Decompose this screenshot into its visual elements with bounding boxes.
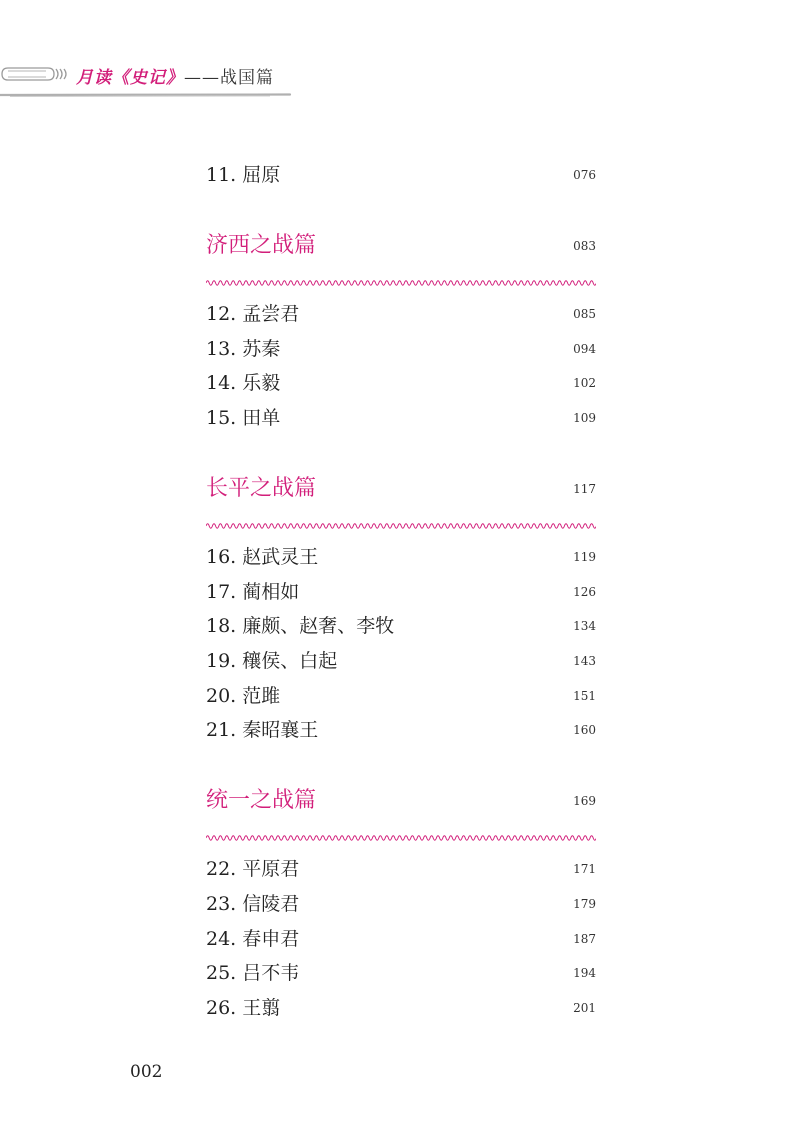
toc-section-jixi[interactable] xyxy=(206,228,596,298)
toc-entry-title: 11. 屈原 xyxy=(206,164,281,186)
toc-section-page: 117 xyxy=(573,482,596,496)
toc-entry-24[interactable] xyxy=(206,924,596,954)
header-rule xyxy=(0,92,300,98)
toc-entry-14[interactable] xyxy=(206,368,596,398)
running-header xyxy=(0,52,800,102)
header-subtitle: ——战国篇 xyxy=(184,68,274,88)
toc-entry-title: 14. 乐毅 xyxy=(206,372,281,394)
toc-entry-page: 194 xyxy=(573,966,596,980)
toc-entry-18[interactable] xyxy=(206,611,596,641)
toc-entry-16[interactable] xyxy=(206,542,596,572)
toc-entry-title: 16. 赵武灵王 xyxy=(206,546,319,568)
toc-entry-page: 201 xyxy=(573,1001,596,1015)
toc-entry-title: 21. 秦昭襄王 xyxy=(206,719,319,741)
toc-entry-19[interactable] xyxy=(206,646,596,676)
toc-entry-page: 151 xyxy=(573,689,596,703)
toc-entry-page: 134 xyxy=(573,619,596,633)
toc-entry-page: 179 xyxy=(573,897,596,911)
toc-entry-title: 20. 范雎 xyxy=(206,685,281,707)
toc-section-title: 统一之战篇 xyxy=(206,788,317,813)
toc-entry-page: 143 xyxy=(573,654,596,668)
toc-entry-title: 23. 信陵君 xyxy=(206,893,300,915)
toc-entry-page: 119 xyxy=(573,550,596,564)
toc-entry-23[interactable] xyxy=(206,889,596,919)
toc-entry-page: 187 xyxy=(573,932,596,946)
wavy-divider-line xyxy=(206,524,596,528)
toc-entry-page: 160 xyxy=(573,723,596,737)
toc-entry-title: 25. 吕不韦 xyxy=(206,962,300,984)
toc-entry-page: 085 xyxy=(573,307,596,321)
toc-entry-title: 18. 廉颇、赵奢、李牧 xyxy=(206,615,395,637)
toc-entry-17[interactable] xyxy=(206,577,596,607)
toc-entry-25[interactable] xyxy=(206,958,596,988)
toc-entry-15[interactable] xyxy=(206,403,596,433)
toc-entry-12[interactable] xyxy=(206,299,596,329)
toc-entry-page: 076 xyxy=(573,168,596,182)
toc-section-tongyi[interactable] xyxy=(206,783,596,853)
toc-section-title: 济西之战篇 xyxy=(206,233,317,258)
toc-entry-title: 22. 平原君 xyxy=(206,858,300,880)
toc-entry-11[interactable] xyxy=(206,160,596,190)
toc-entry-20[interactable] xyxy=(206,681,596,711)
toc-entry-title: 13. 苏秦 xyxy=(206,338,281,360)
toc-entry-page: 109 xyxy=(573,411,596,425)
wavy-divider-line xyxy=(206,836,596,840)
toc-entry-13[interactable] xyxy=(206,334,596,364)
toc-entry-22[interactable] xyxy=(206,854,596,884)
toc-entry-page: 126 xyxy=(573,585,596,599)
toc-entry-page: 171 xyxy=(573,862,596,876)
toc-entry-title: 19. 穰侯、白起 xyxy=(206,650,338,672)
toc-section-title: 长平之战篇 xyxy=(206,476,317,501)
page-number: 002 xyxy=(130,1062,163,1082)
header-title xyxy=(76,63,274,88)
toc-entry-title: 12. 孟尝君 xyxy=(206,303,300,325)
wavy-divider xyxy=(206,276,596,290)
scroll-ornament-icon xyxy=(0,64,76,84)
toc-entry-26[interactable] xyxy=(206,993,596,1023)
toc-entry-21[interactable] xyxy=(206,715,596,745)
toc-section-page: 083 xyxy=(573,239,596,253)
toc-section-changping[interactable] xyxy=(206,471,596,541)
toc-section-page: 169 xyxy=(573,794,596,808)
toc-entry-title: 15. 田单 xyxy=(206,407,281,429)
header-book-title: 月读《史记》 xyxy=(76,68,184,88)
wavy-divider-line xyxy=(206,281,596,285)
toc-entry-title: 24. 春申君 xyxy=(206,928,300,950)
toc-entry-title: 17. 蔺相如 xyxy=(206,581,300,603)
wavy-divider xyxy=(206,519,596,533)
toc-entry-page: 094 xyxy=(573,342,596,356)
wavy-divider xyxy=(206,831,596,845)
toc-entry-title: 26. 王翦 xyxy=(206,997,281,1019)
toc-entry-page: 102 xyxy=(573,376,596,390)
